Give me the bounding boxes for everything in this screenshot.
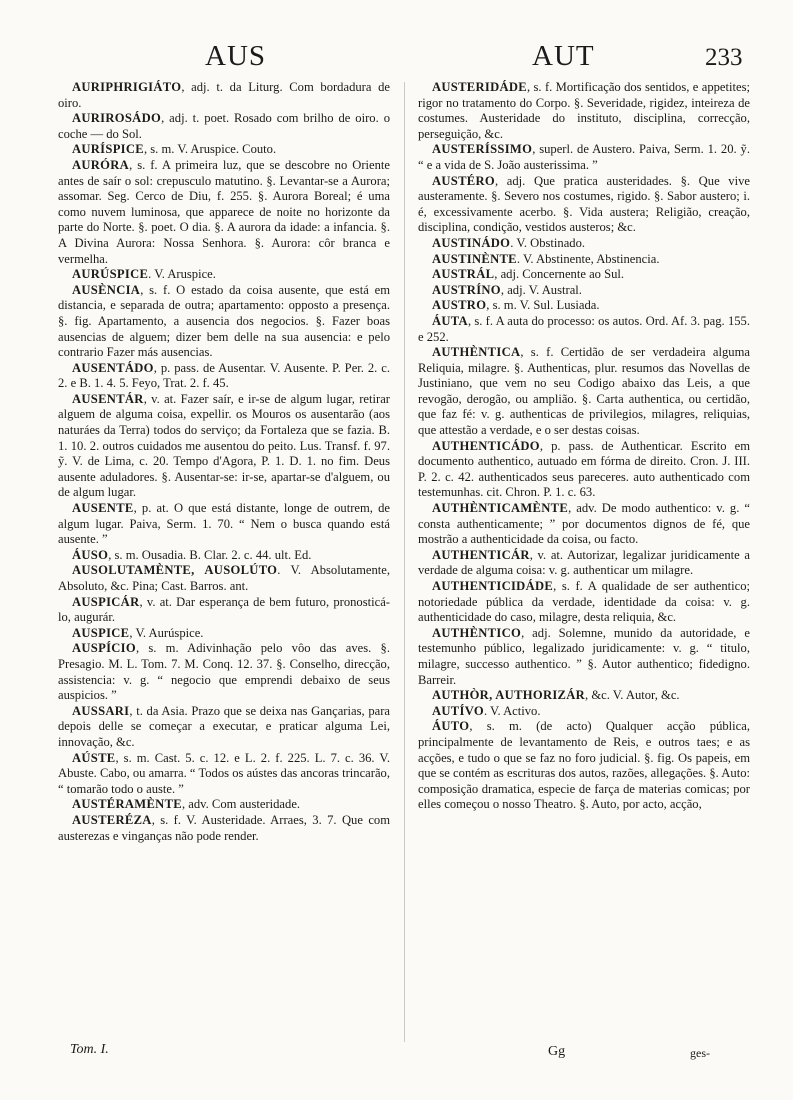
entry-headword: AUSÈNCIA	[72, 282, 141, 297]
dictionary-entry	[418, 579, 750, 626]
dictionary-entry	[418, 345, 750, 439]
dictionary-entry	[418, 236, 750, 252]
entry-headword: AURÚSPICE	[72, 267, 149, 282]
catchword: ges-	[690, 1046, 710, 1060]
dictionary-entry	[58, 626, 390, 642]
entry-definition: . V. Aruspice.	[148, 267, 216, 282]
dictionary-entry	[58, 392, 390, 501]
dictionary-entry	[58, 111, 390, 142]
entry-definition: , s. f. Mortificação dos sentidos, e appetites; rigor no tratamento do Corpo. §. Severidade, rigidez, inteireza de costumes. Austeridade do instituto, disciplina, correcção, perseguição, &c.	[418, 80, 750, 141]
entry-headword: ÁUTA	[432, 313, 468, 328]
entry-headword: AURIPHRIGIÁTO	[72, 80, 182, 94]
entry-definition: , s. m. V. Sul. Lusiada.	[486, 298, 600, 313]
dictionary-entry	[58, 548, 390, 564]
entry-definition: . V. Absolutamente, Absoluto, &c. Pina; Cast. Barros. ant.	[58, 563, 390, 593]
entry-definition: , v. at. Dar esperança de bem futuro, pronosticá-lo, augurár.	[58, 594, 390, 625]
entry-headword: AUSTERÍSSIMO	[432, 142, 533, 157]
dictionary-entry	[418, 267, 750, 283]
entry-headword: AUSENTE	[72, 501, 134, 516]
entry-definition: , adj. V. Austral.	[500, 282, 582, 297]
entry-definition: , s. f. A auta do processo: os autos. Ord. Af. 3. pag. 155. e 252.	[418, 313, 750, 344]
entry-headword: AUSTÉRO	[432, 173, 495, 188]
right-column	[418, 80, 750, 813]
entry-headword: AUTHÈNTICA	[432, 345, 521, 360]
dictionary-entry	[58, 751, 390, 798]
dictionary-entry	[418, 80, 750, 142]
dictionary-entry	[418, 439, 750, 501]
entry-definition: , v. at. Autorizar, legalizar juridicamente a verdade de alguma coisa: v. g. authenticar um milagre.	[418, 547, 750, 578]
dictionary-entry	[418, 626, 750, 688]
entry-headword: AUSTINÈNTE	[432, 251, 517, 266]
entry-headword: ÁUTO	[432, 719, 470, 734]
entry-definition: , s. m. (de acto) Qualquer acção pública, principalmente de levantamento de Reis, e outros taes; e as acções, e tudo o que se faz no foro judicial. §. fig. Os papeis, em que se contém as escrituras dos autos, razões, allegações. §. Auto: composição dramatica, especie de farça de materias comicas; por elles começou o nosso Theatro. §. Auto, por acto, acção,	[418, 719, 750, 812]
entry-definition: , adv. Com austeridade.	[181, 797, 301, 812]
entry-definition: , p. at. O que está distante, longe de outrem, de algum lugar. Paiva, Serm. 1. 70. “ Nem o busca quando está ausente. ”	[58, 501, 390, 547]
signature-mark: Gg	[548, 1044, 566, 1059]
entry-headword: AUSSARI	[72, 703, 130, 718]
dictionary-entry	[58, 797, 390, 813]
entry-headword: AUSTINÁDO	[432, 235, 511, 250]
entry-definition: , s. m. Ousadia. B. Clar. 2. c. 44. ult. Ed.	[108, 547, 312, 562]
entry-headword: AUTHENTICIDÁDE	[432, 579, 554, 593]
entry-headword: AURÍSPICE	[72, 142, 144, 157]
entry-definition: , superl. de Austero. Paiva, Serm. 1. 20. ỹ. “ e a vida de S. João austerissima. ”	[418, 142, 750, 172]
entry-definition: . V. Abstinente, Abstinencia.	[516, 251, 660, 266]
dictionary-entry	[418, 548, 750, 579]
entry-headword: AURÓRA	[72, 157, 130, 172]
entry-definition: , p. pass. de Authenticar. Escrito em documento authentico, autuado em fórma de direito. Cron. J. III. P. 2. c. 42. authenticados seus pareceres. auto authenticado com testemunhas. cit. Chron. P. 1. c. 63.	[418, 438, 750, 500]
entry-headword: AUSPÍCIO	[72, 641, 136, 656]
entry-definition: , V. Aurúspice.	[129, 625, 204, 640]
entry-headword: AUSENTÁDO	[72, 360, 154, 375]
entry-definition: , s. m. V. Aruspice. Couto.	[143, 142, 277, 157]
entry-definition: , adj. Solemne, munido da autoridade, e testemunho público, legalizado juridicamente: v. g. “ titulo, milagre, successo authentico. ” §. Autor authentico; fidedigno. Barreir.	[418, 625, 750, 687]
entry-headword: AUSPICE	[72, 625, 130, 640]
dictionary-entry	[418, 688, 750, 704]
entry-definition: , &c. V. Autor, &c.	[585, 688, 680, 703]
entry-headword: AUTHENTICÁDO	[432, 438, 540, 453]
dictionary-entry	[58, 158, 390, 267]
entry-headword: AUSOLUTAMÈNTE, AUSOLÚTO	[72, 563, 278, 578]
entry-definition: , s. f. A qualidade de ser authentico; notoriedade pública da verdade, identidade da coisa: v. g. authenticidade do caso, milagre, desta reliquia, &c.	[418, 579, 750, 625]
dictionary-entry	[58, 80, 390, 111]
page-number: 233	[705, 44, 743, 71]
entry-headword: AÚSTE	[72, 750, 116, 765]
dictionary-entry	[58, 267, 390, 283]
entry-headword: AUSPICÁR	[72, 594, 140, 609]
dictionary-entry	[418, 252, 750, 268]
dictionary-entry	[58, 283, 390, 361]
entry-headword: AUSTRO	[432, 298, 487, 313]
dictionary-entry	[418, 298, 750, 314]
entry-headword: AUSTÉRAMÈNTE	[72, 797, 182, 812]
dictionary-entry	[58, 704, 390, 751]
dictionary-entry	[418, 501, 750, 548]
entry-definition: , s. f. V. Austeridade. Arraes, 3. 7. Que com austerezas e vinganças não pode render.	[58, 812, 390, 843]
dictionary-entry	[418, 142, 750, 173]
entry-definition: , adj. t. da Liturg. Com bordadura de oiro.	[58, 80, 390, 110]
entry-definition: , adj. Que pratica austeridades. §. Que vive austeramente. §. Severo nos costumes, rigido. §. Sabor austero; i. é, excessivamente acerbo. §. Vida austera; Religião, creação, disciplina, condição, vestidos austeros; &c.	[418, 173, 750, 235]
entry-headword: AUTHENTICÁR	[432, 547, 530, 562]
dictionary-entry	[58, 563, 390, 594]
dictionary-entry	[58, 813, 390, 844]
dictionary-entry	[58, 361, 390, 392]
entry-headword: AUTHÈNTICO	[432, 625, 522, 640]
dictionary-entry	[418, 704, 750, 720]
entry-headword: AURIROSÁDO	[72, 111, 162, 126]
running-head-right: AUT	[532, 40, 595, 72]
entry-definition: , t. da Asia. Prazo que se deixa nas Gançarias, para depois delle se começar a executar, e praticar alguma Lei, innovação, &c.	[58, 703, 390, 749]
dictionary-entry	[418, 174, 750, 236]
entry-headword: AUTHÒR, AUTHORIZÁR	[432, 688, 586, 703]
entry-definition: , v. at. Fazer saír, e ir-se de algum lugar, retirar alguem de alguma coisa, expellir. os Mouros os ausentarão (aos naturáes da Terra) todos do serviço; da Fortaleza que se fazia. B. 1. 10. 2. outros cuidados me ausentou do peito. Lus. Transf. f. 97. ỹ. V. de Lima, c. 20. Tempo d'Agora, P. 1. D. 1. no fim. Deus ausente aduladores. §. Ausentar-se: ir-se, apartar-se d'alguem, ou de algum lugar.	[58, 391, 390, 500]
entry-headword: AUSTERÉZA	[72, 812, 152, 827]
entry-headword: AUSTRÁL	[432, 267, 495, 282]
dictionary-entry	[418, 314, 750, 345]
entry-headword: AUTHÈNTICAMÈNTE	[432, 501, 569, 516]
dictionary-entry	[418, 283, 750, 299]
dictionary-entry	[418, 719, 750, 813]
dictionary-entry	[58, 501, 390, 548]
volume-label: Tom. I.	[70, 1042, 109, 1057]
entry-definition: , adv. De modo authentico: v. g. “ consta authenticamente; ” por documentos dignos de fé, que mostrão a authenticidade da coisa, ou facto.	[418, 501, 750, 547]
entry-definition: , s. f. A primeira luz, que se descobre no Oriente antes de saír o sol: crepusculo matutino. §. Levantar-se a Aurora; assomar. Seg. Cerco de Diu, f. 255. §. Aurora Boreal; é uma como nuvem luminosa, que apparece de noite no horizonte da parte do Norte. §. poet. O dia. §. A aurora da idade: a infancia. §. A Divina Aurora: Nossa Senhora. §. Aurora: côr branca e vermelha.	[58, 157, 390, 266]
dictionary-entry	[58, 641, 390, 703]
dictionary-entry	[58, 595, 390, 626]
entry-definition: , s. m. Cast. 5. c. 12. e L. 2. f. 225. L. 7. c. 36. V. Abuste. Cabo, ou amarra. “ Todos os aústes das ancoras trincarão, “ tomarão todo o auste. ”	[58, 750, 390, 796]
entry-headword: AUSTERIDÁDE	[432, 80, 527, 94]
entry-definition: . V. Activo.	[483, 703, 541, 718]
entry-definition: . V. Obstinado.	[510, 235, 586, 250]
entry-headword: ÁUSO	[72, 547, 109, 562]
column-divider	[404, 82, 405, 1042]
entry-definition: , s. m. Adivinhação pelo vôo das aves. §. Presagio. M. L. Tom. 7. M. Conq. 12. 37. §. Conselho, direcção, assistencia: v. g. “ negocio que emprendi debaixo de seus auspicios. ”	[58, 641, 390, 703]
entry-definition: , s. f. O estado da coisa ausente, que está em distancia, e separada de outra; apartamento: opposto a presença. §. fig. Apartamento, a ausencia dos negocios. §. Fazer boas ausencias de alguem; dizer bem delle na sua ausencia: e pelo contrario Fazer más ausencias.	[58, 282, 390, 360]
entry-headword: AUTÍVO	[432, 703, 484, 718]
dictionary-entry	[58, 142, 390, 158]
entry-headword: AUSTRÍNO	[432, 282, 501, 297]
running-head-left: AUS	[205, 40, 267, 72]
entry-definition: , adj. Concernente ao Sul.	[494, 267, 625, 282]
left-column	[58, 80, 390, 844]
entry-headword: AUSENTÁR	[72, 391, 144, 406]
entry-definition: , p. pass. de Ausentar. V. Ausente. P. Per. 2. c. 2. e B. 1. 4. 5. Feyo, Trat. 2. f. 45.	[58, 360, 390, 391]
entry-definition: , adj. t. poet. Rosado com brilho de oiro. o coche — do Sol.	[58, 111, 390, 141]
entry-definition: , s. f. Certidão de ser verdadeira alguma Reliquia, milagre. §. Authenticas, plur. resumos das Novellas de Justiniano, que vem no seu Codigo abaixo das Leis, a que revogão, derogão, ou amplião. §. Carta authentica, ou certidão, que faz fé: v. g. authenticas de privilegios, milagres, reliquias, que attestão a verdade, e o ser destas coisas.	[418, 345, 750, 438]
